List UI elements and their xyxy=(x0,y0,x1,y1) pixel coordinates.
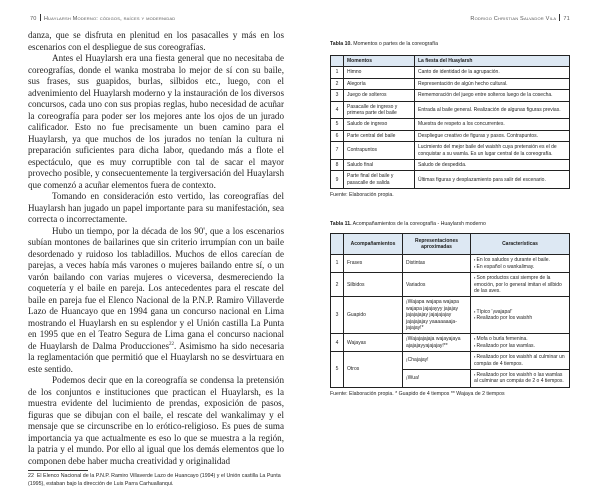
table-header-row xyxy=(331,56,570,67)
table-row xyxy=(331,160,570,171)
header-cell: La fiesta del Huaylarsh xyxy=(415,56,570,67)
table-row xyxy=(331,67,570,78)
table-cell: Parte final del baile y pasacalle de salida xyxy=(344,171,415,189)
table-cell: 4 xyxy=(331,101,344,119)
list-item-text: En los saludos y durante el baile. xyxy=(476,257,550,264)
list-item xyxy=(474,343,566,349)
table-cell: 2 xyxy=(331,78,344,89)
list-item xyxy=(474,372,566,385)
table-cell: Himno xyxy=(344,67,415,78)
table-cell: ¡Wajapa wajapa wajapa wajapa jajajayyy jajajay jajajajajay jajajajajay jajajajajay yaaaaaaaja-jajajay!* xyxy=(403,297,471,334)
table-cell xyxy=(471,334,570,352)
left-page-flow xyxy=(28,30,284,488)
table-row xyxy=(331,334,570,352)
table-cell: Guapido xyxy=(344,297,403,334)
table-cell xyxy=(471,369,570,387)
list-item-text: Realizado por los waishh al culminar un compás de 4 tiempos. xyxy=(474,354,565,367)
table1-caption xyxy=(330,41,570,48)
table-cell: 7 xyxy=(331,142,344,160)
table-cell: Alegoría xyxy=(344,78,415,89)
list-item-text: Realizado por las wamlas. xyxy=(476,342,535,349)
table-cell: Despliegue creativo de figuras y pasos. Contrapuntos. xyxy=(415,130,570,141)
characteristics-list xyxy=(474,336,566,349)
table-row xyxy=(331,171,570,189)
table-row xyxy=(331,352,570,370)
table-cell: Canto de identidad de la agrupación. xyxy=(415,67,570,78)
right-page-flow xyxy=(330,41,570,398)
table-row xyxy=(331,273,570,297)
header-cell xyxy=(331,234,344,255)
table-cell: 3 xyxy=(331,90,344,101)
table-accompaniments xyxy=(330,233,570,388)
table2-source: Fuente: Elaboración propia. * Guapido de 4 tiempos ** Wajaya de 2 tiempos xyxy=(330,390,505,397)
right-page xyxy=(300,0,600,425)
list-item-text: Mofa o burla femenina. xyxy=(476,336,528,343)
table-cell: Últimas figuras y desplazamiento para salir del escenario. xyxy=(415,171,570,189)
paragraph-text: Hubo un tiempo, por la década de los 90', que a los escenarios subían montones de bailarines que sin criterio irrumpían con un baile desordenado y ruidoso los tabladillos. Muchos de ellos carecían de parejas, a veces había más varones o mujeres bailando entre sí, o un varón bailando con varias mujeres o viceversa, desmereciendo la coquetería y el baile en pareja. Los antecedentes para el rescate del baile en pareja fue el Elenco Nacional de la P.N.P. Ramiro Villaverde Lazo de Huancayo que en 1994 gana un concurso nacional en Lima mostrando el Huaylarsh en su esplendor y el Unión castilla La Punta en 1995 que en el Teatro Segura de Lima gana el concurso nacional de Huaylarsh de Dalma Producciones xyxy=(28,225,284,351)
table-cell: 5 xyxy=(331,352,344,388)
list-item xyxy=(474,354,566,367)
characteristics-list xyxy=(474,275,566,294)
table-row xyxy=(331,101,570,119)
table-cell: Muestra de respeto a los concurrentes. xyxy=(415,119,570,130)
table-cell xyxy=(471,273,570,297)
table-cell: Otros xyxy=(344,352,403,388)
caption-label: Tabla 10. xyxy=(330,41,352,47)
table-moments xyxy=(330,55,570,189)
table-row xyxy=(331,78,570,89)
paragraph: Tomando en consideración esto vertido, las coreografías del Huaylarsh han jugado un papel importante para su manifestación, sea correcta o incorrectamente. xyxy=(28,191,284,224)
list-item-text: Realizado por los waishh xyxy=(476,315,533,322)
paragraph xyxy=(28,226,284,376)
list-item-text: Son productos casi siempre de la emoción, por lo general imitan el silbido de las aves. xyxy=(474,275,562,294)
table-cell xyxy=(471,297,570,334)
table-cell: Variados xyxy=(403,273,471,297)
table-cell xyxy=(471,352,570,370)
table-cell: 1 xyxy=(331,67,344,78)
caption-label: Tabla 11. xyxy=(330,221,352,228)
running-head-author: Rodrigo Christian Salvador Vila xyxy=(470,16,557,22)
list-item xyxy=(474,315,566,321)
table-cell: ¡Wua! xyxy=(403,369,471,387)
table-cell: 9 xyxy=(331,171,344,189)
table-row xyxy=(331,90,570,101)
table-cell: Wajayas xyxy=(344,334,403,352)
table-cell: Saludo de despedida. xyxy=(415,160,570,171)
table-cell: ¡Wajajajajaja wajayajaya ajajajayyajajajay!** xyxy=(403,334,471,352)
left-page xyxy=(0,0,300,487)
footnote-number: 22 xyxy=(28,473,34,479)
table-cell: Saludo de ingreso xyxy=(344,119,415,130)
table-cell: Frases xyxy=(344,255,403,273)
table-row xyxy=(331,142,570,160)
list-item-text: En español o wankalimay. xyxy=(476,263,535,270)
table1-source: Fuente: Elaboración propia. xyxy=(330,192,394,199)
list-item xyxy=(474,264,566,270)
body-text xyxy=(28,30,284,467)
header-cell: Acompañamientos xyxy=(344,234,403,255)
list-item xyxy=(474,275,566,294)
characteristics-list xyxy=(474,372,566,385)
running-head-title: Huaylarsh Moderno: códigos, raíces y modernidad xyxy=(43,16,176,22)
table-cell: 5 xyxy=(331,119,344,130)
characteristics-list xyxy=(474,309,566,322)
footnote-divider xyxy=(28,470,88,471)
table-cell xyxy=(471,255,570,273)
table-cell: 4 xyxy=(331,334,344,352)
table-cell: Lucimiento del mejor baile del waishh cuya pretensión es el de conquistar a su wamla. Es un lugar central de la coreografía. xyxy=(415,142,570,160)
table-cell: Silbidos xyxy=(344,273,403,297)
paragraph: Podemos decir que en la coreografía se condensa la pretensión de los conjuntos e instituciones que practican el Huaylarsh, es la muestra evidente del lucimiento de prendas, exposición de pasos, figuras que se dibujan con el baile, el rescate del wankalimay y el mensaje que se circunscribe en lo erótico-religioso. Es pues de suma importancia ya que actualmente es eso lo que se muestra a la región, la patria y el mundo. Por ello al igual que los demás elementos que lo componen debe haber mucha creatividad y originalidad xyxy=(28,375,284,466)
table2-caption xyxy=(330,221,570,228)
characteristics-list xyxy=(474,354,566,367)
table-cell: 3 xyxy=(331,297,344,334)
table-cell: 1 xyxy=(331,255,344,273)
table-cell: Contrapuntos xyxy=(344,142,415,160)
header-cell: Representaciones aproximadas xyxy=(403,234,471,255)
characteristics-list xyxy=(474,257,566,270)
table-cell: 2 xyxy=(331,273,344,297)
footnote-ref[interactable]: 22 xyxy=(169,341,175,347)
header-cell xyxy=(331,56,344,67)
table-cell: 8 xyxy=(331,160,344,171)
table-cell: 6 xyxy=(331,130,344,141)
table-cell: Saludo final xyxy=(344,160,415,171)
footnote xyxy=(28,473,284,488)
table-cell: Representación de algún hecho cultural. xyxy=(415,78,570,89)
table-row xyxy=(331,255,570,273)
caption-text: Acompañamientos de la coreografía - Huaylarsh moderno xyxy=(351,221,486,228)
table-header-row xyxy=(331,234,570,255)
table-cell: Entrada al baile general. Realización de algunas figuras previas. xyxy=(415,101,570,119)
header-cell: Características xyxy=(471,234,570,255)
paragraph: danza, que se disfruta en plenitud en los pasacalles y más en los escenarios con el despliegue de sus coreografías. xyxy=(28,30,284,52)
table-row xyxy=(331,130,570,141)
table-cell: Distintas xyxy=(403,255,471,273)
table-cell: Pasacalle de ingreso y primera parte del baile xyxy=(344,101,415,119)
paragraph: Antes el Huaylarsh era una fiesta general que no necesitaba de coreografías, donde el wanka mostraba lo mejor de sí con su baile, sus frases, sus guapidos, burlas, silbidos etc., luego, con el advenimiento del Huaylarsh moderno y la instauración de los diversos concursos, cada uno con sus propias reglas, hubo necesidad de acuñar la coreografía para poder ser los mejores ante los ojos de un jurado calificador. Esto no fue precisamente un buen camino para el Huaylarsh, ya que muchos de los jurados no tenían la cultura ni preparación suficientes para dicha labor, quedando más a flote el espectáculo, que es muy corruptible con tal de sacar el mayor provecho posible, y consecuentemente la tergiversación del Huaylarsh que comenzó a acuñar elementos fuera de contexto. xyxy=(28,53,284,190)
list-item-text: Típico '¡wajapa!' xyxy=(476,308,513,315)
paragraph-text: . Asimismo ha sido necesaria la reglamentación que permitió que el Huaylarsh no se desvirtuara en este sentido. xyxy=(28,340,285,374)
table-cell: Rememoración del juego entre solteros luego de la cosecha. xyxy=(415,90,570,101)
table-cell: Juego de solteros xyxy=(344,90,415,101)
running-head-right xyxy=(470,14,570,22)
running-head-left xyxy=(30,14,175,22)
list-item-text: Realizado por los waishh o las wamlas al culminar un compás de 2 o 4 tiempos. xyxy=(474,371,564,385)
table-cell: Parte central del baile xyxy=(344,130,415,141)
footnote-text: El Elenco Nacional de la P.N.P. Ramiro Villaverde Lazo de Huancayo (1994) y el Unión castilla La Punta (1995), estaban bajo la dirección de Luis Parra Carhuallanqui. xyxy=(28,473,281,487)
caption-text: Momentos o partes de la coreografía xyxy=(351,41,439,47)
table-row xyxy=(331,119,570,130)
table-cell: ¡Chajajay! xyxy=(403,352,471,370)
page-number: 70 xyxy=(30,16,37,22)
header-cell: Momentos xyxy=(344,56,415,67)
page-number: 71 xyxy=(563,16,570,22)
table-row xyxy=(331,297,570,334)
